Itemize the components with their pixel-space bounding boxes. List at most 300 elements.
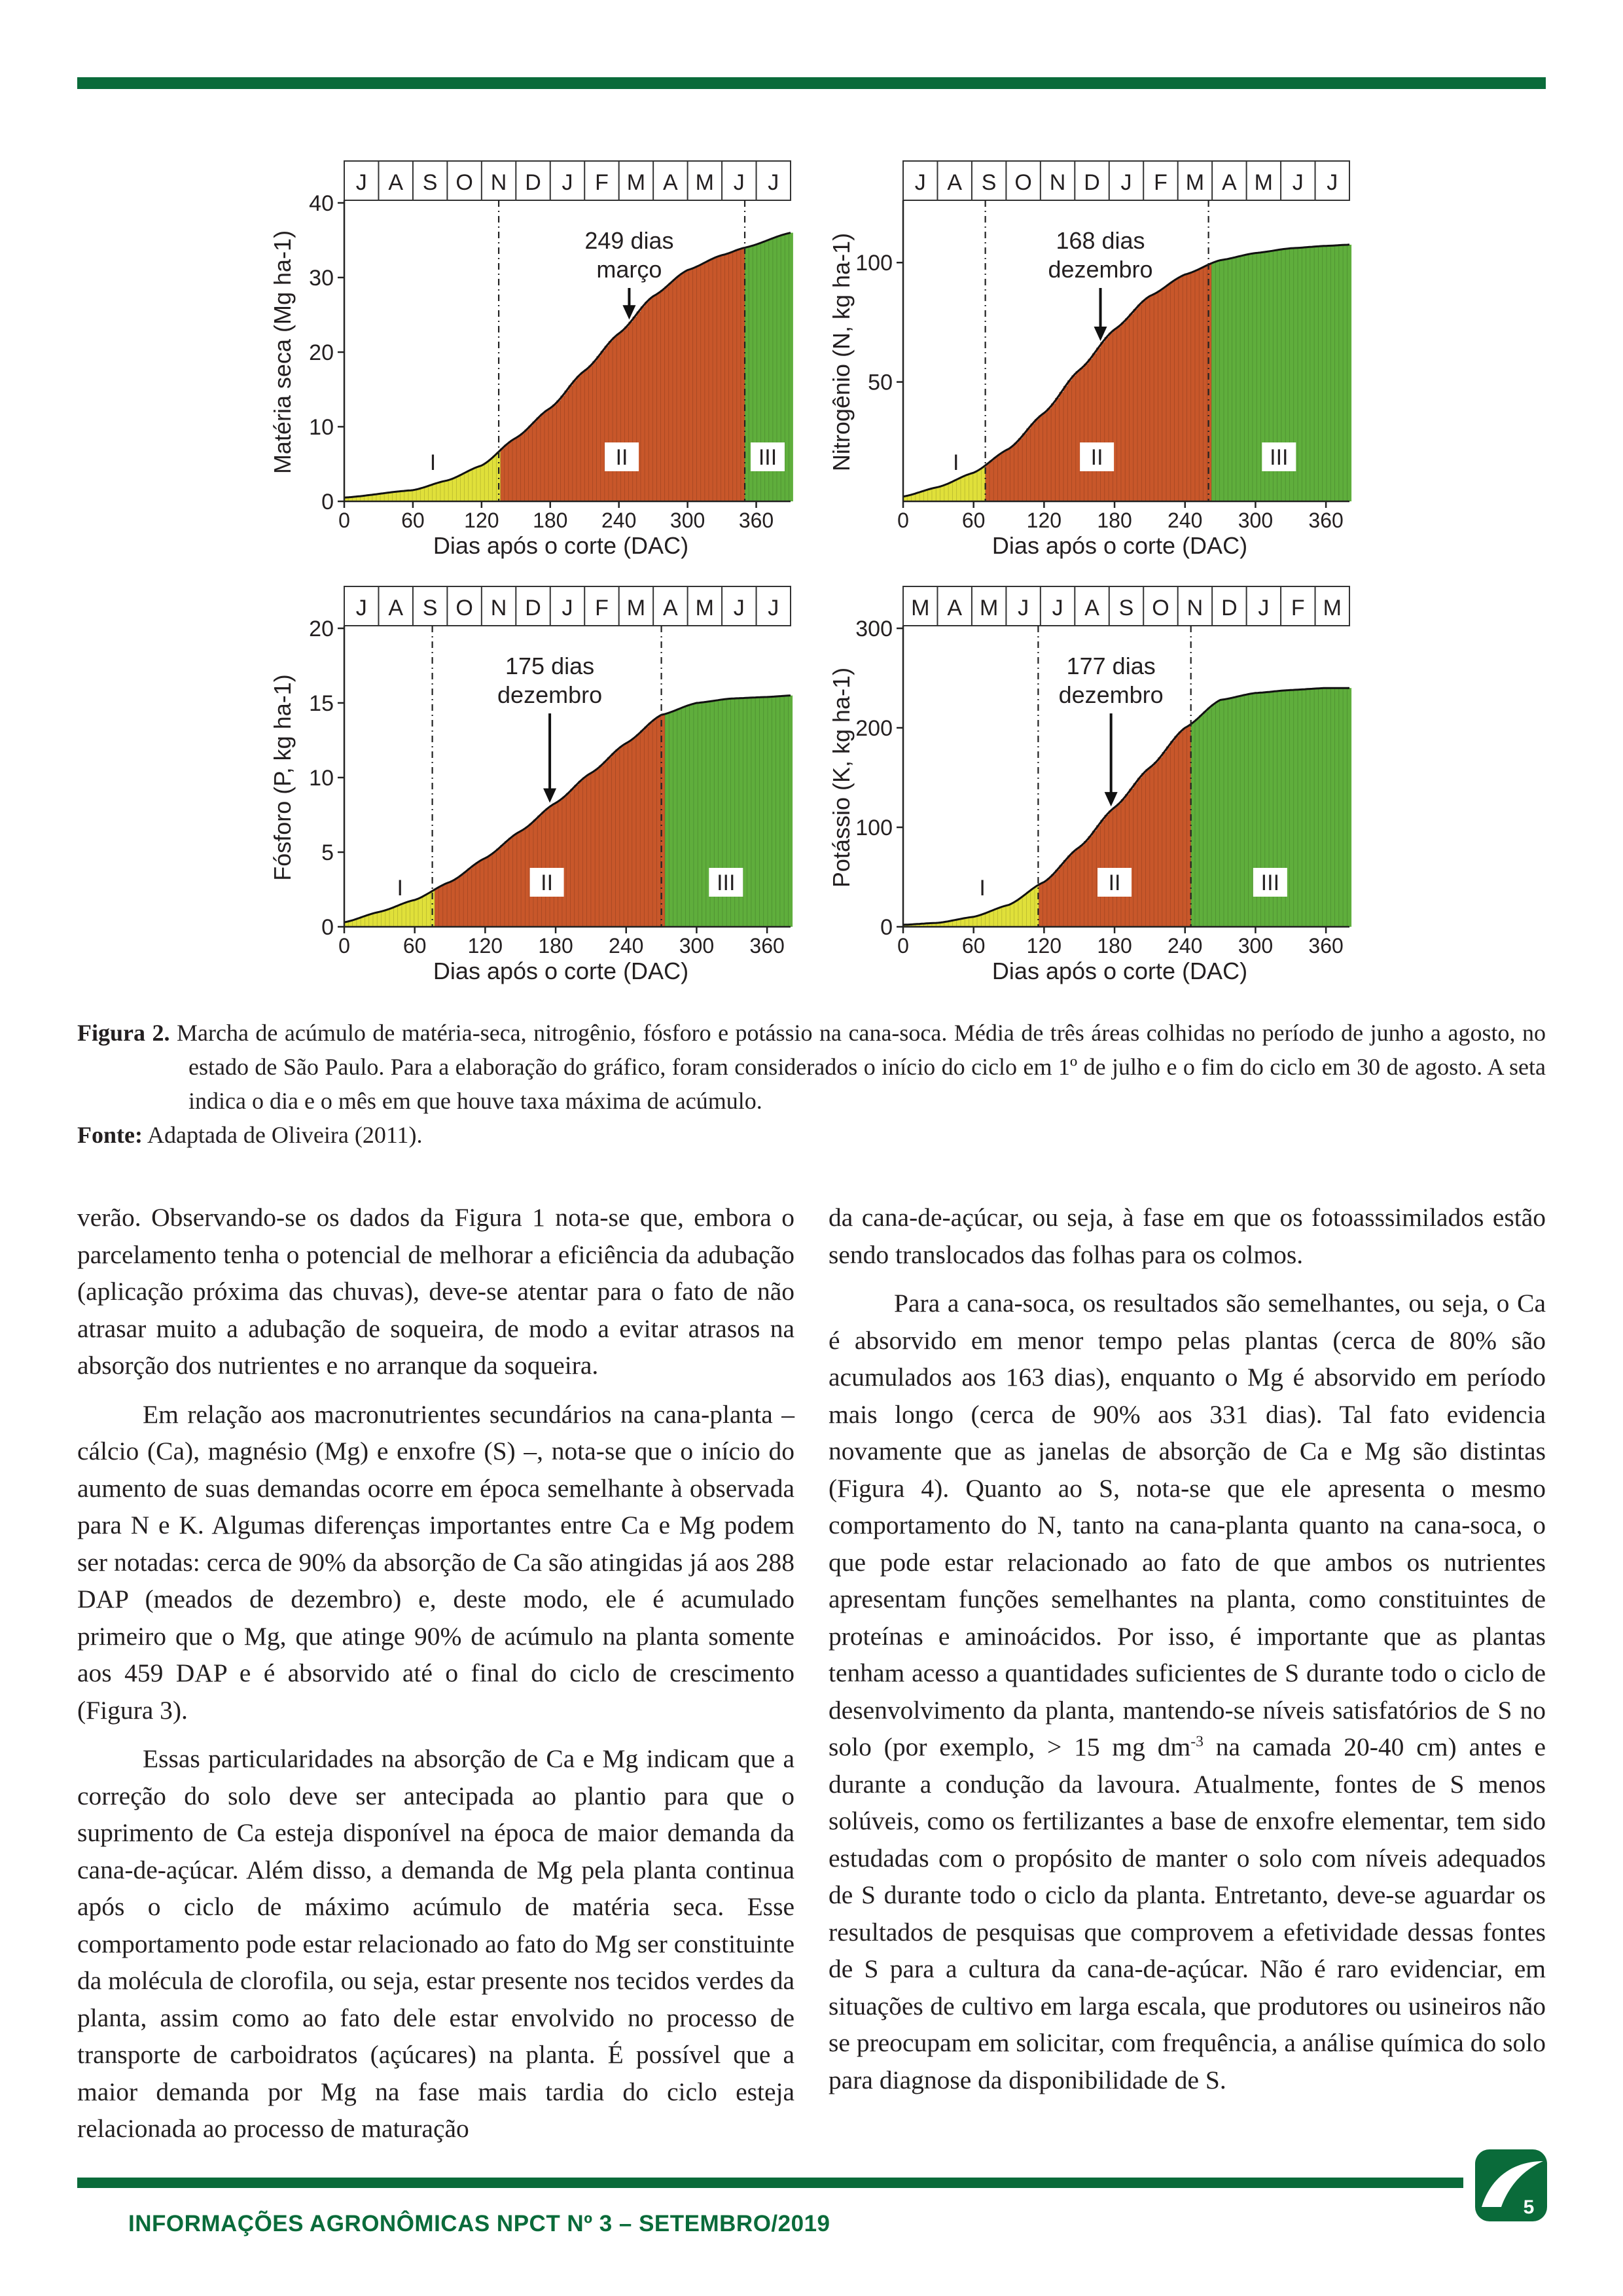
area-bar: [997, 454, 1002, 501]
area-bar: [713, 258, 717, 501]
area-bar: [1051, 874, 1056, 927]
area-bar: [508, 441, 513, 501]
annotation-month: dezembro: [497, 681, 603, 708]
area-bar: [1166, 747, 1171, 927]
paragraph: Para a cana-soca, os resultados são semelhantes, ou seja, o Ca é absorvido em menor tempo pelas plantas (cerca de 80% são acumulados aos 163 dias), enquanto o Mg é absorvido em período mais longo (cerca de 90% aos 331 dias). Tal fato evidencia novamente que as janelas de absorção de Ca e Mg são distintas (Figura 4). Quanto ao S, nota-se que ele apresenta o mesmo comportamento do N, tanto na cana-planta quanto na cana-soca, o que pode estar relacionado ao fato de que ambos os nutrientes apresentam funções semelhantes na planta, como constituintes de proteínas e aminoácidos. Por isso, é importante que as plantas tenham acesso a quantidades suficientes de S durante todo o ciclo de desenvolvimento da planta, mantendo-se níveis satisfatórios de S no solo (por exemplo, > 15 mg $dm^{-3}$ na camada 20-40 cm) antes e durante a condução da lavoura. Atualmente, fontes de S menos solúveis, como os fertilizantes a base de enxofre elementar, tem sido estudadas com o propósito de manter o solo com níveis adequados de S durante todo o ciclo da planta. Entretanto, deve-se aguardar os resultados de pesquisas que comprovem a efetividade dessas fontes de S para a cultura da cana-de-açúcar. Não é raro evidenciar, em situações de cultivo em larga escala, que produtores ou usineiros não se preocupam em solicitar, com frequência, a análise química do solo para diagnose da disponibilidade de S.: [829, 1289, 1546, 2094]
phase-label: III: [758, 445, 777, 470]
area-bar: [1179, 732, 1183, 927]
area-bar: [1039, 416, 1043, 501]
area-bar: [565, 391, 569, 501]
month-label: S: [422, 170, 438, 195]
area-bar: [977, 916, 982, 927]
area-bar: [451, 880, 455, 927]
area-bar: [633, 317, 637, 501]
month-label: O: [1152, 596, 1169, 620]
area-bar: [1146, 297, 1150, 501]
area-bar: [1244, 694, 1249, 927]
area-bar: [472, 865, 476, 927]
area-bar: [624, 744, 628, 927]
x-axis-label: Dias após o corte (DAC): [433, 958, 689, 984]
area-bar: [401, 491, 405, 501]
area-bar: [476, 467, 481, 501]
area-bar: [1347, 245, 1351, 501]
area-bar: [488, 855, 493, 927]
area-bar: [952, 480, 957, 501]
month-label: M: [626, 596, 646, 620]
area-bar: [424, 486, 429, 501]
area-bar: [573, 380, 577, 501]
area-bar: [508, 838, 513, 927]
x-tick-label: 0: [338, 509, 350, 532]
month-label: A: [1222, 170, 1237, 195]
area-bar: [1199, 268, 1204, 501]
area-bar: [1154, 762, 1158, 927]
area-bar: [1154, 293, 1158, 501]
area-bar: [420, 488, 425, 501]
x-tick-label: 360: [738, 509, 774, 532]
page-badge: [1472, 2147, 1550, 2224]
area-bar: [556, 401, 561, 501]
area-bar: [1051, 403, 1056, 501]
area-bar: [410, 901, 415, 927]
area-bar: [584, 369, 589, 501]
area-bar: [1137, 304, 1142, 501]
area-bar: [588, 366, 593, 501]
area-bar: [1158, 757, 1162, 927]
area-bar: [1195, 270, 1200, 501]
area-bar: [645, 302, 649, 501]
x-tick-label: 60: [961, 934, 986, 958]
area-bar: [552, 404, 557, 501]
area-bar: [751, 698, 756, 927]
area-bar: [1236, 696, 1241, 927]
area-bar: [388, 492, 393, 501]
area-bar: [628, 741, 632, 927]
area-bar: [484, 463, 489, 501]
area-bar: [469, 470, 473, 501]
area-bar: [1294, 690, 1298, 927]
y-tick-label: 0: [321, 915, 334, 940]
area-bar: [1306, 247, 1311, 501]
area-bar: [1088, 836, 1093, 927]
area-bar: [595, 769, 599, 927]
area-bar: [438, 886, 443, 927]
area-bar: [1323, 246, 1327, 501]
area-bar: [717, 256, 721, 501]
phase-label: II: [1108, 870, 1121, 895]
month-label: A: [947, 170, 963, 195]
area-bar: [1088, 359, 1093, 501]
area-bar: [1240, 255, 1245, 501]
area-bar: [1031, 423, 1035, 501]
area-bar: [1109, 332, 1113, 501]
area-bar: [1125, 318, 1130, 501]
area-bar: [733, 251, 738, 501]
chart-svg: [826, 580, 1363, 992]
area-bar: [705, 262, 709, 501]
area-bar: [1302, 689, 1306, 927]
month-label: J: [562, 170, 573, 195]
paragraph: Em relação aos macronutrientes secundários na cana-planta – cálcio (Ca), magnésio (Mg) e enxofre (S) –, nota-se que o início do aumento de suas demandas ocorre em época semelhante à observada para N e K. Algumas diferenças importantes entre Ca e Mg podem ser notadas: cerca de 90% da absorção de Ca são atingidas já aos 288 DAP (meados de dezembro) e, deste modo, ele é acumulado primeiro que o Mg, que atinge 90% de acúmulo na planta somente aos 459 DAP e é absorvido até o final do ciclo de crescimento (Figura 3).: [77, 1399, 794, 1725]
x-tick-label: 360: [1308, 934, 1344, 958]
area-bar: [1318, 246, 1323, 501]
area-bar: [601, 351, 605, 501]
area-bar: [1330, 688, 1335, 927]
x-tick-label: 0: [338, 934, 350, 958]
area-bar: [969, 917, 974, 927]
area-bar: [385, 910, 390, 927]
area-bar: [429, 485, 433, 501]
x-tick-label: 180: [538, 934, 573, 958]
area-bar: [1076, 371, 1080, 501]
area-bar: [492, 456, 497, 501]
area-bar: [1183, 728, 1187, 927]
area-bar: [1224, 699, 1228, 927]
area-bar: [1179, 277, 1183, 501]
area-bar: [1215, 702, 1220, 927]
area-bar: [1002, 452, 1007, 501]
area-bar: [616, 334, 621, 501]
area-bar: [382, 911, 386, 927]
area-bar: [701, 264, 705, 501]
area-bar: [721, 255, 725, 501]
area-bar: [402, 903, 406, 927]
area-bar: [702, 702, 706, 927]
x-tick-label: 180: [1097, 509, 1132, 532]
phase-label: II: [1090, 445, 1103, 470]
area-bar: [373, 913, 378, 927]
area-bar: [1146, 769, 1150, 927]
area-bar: [1014, 901, 1019, 927]
area-bar: [645, 726, 649, 927]
area-bar: [513, 834, 518, 927]
area-bar: [554, 803, 558, 927]
y-axis-label: Nitrogênio (N, kg ha-1): [828, 232, 855, 472]
area-bar: [611, 753, 616, 927]
area-bar: [673, 710, 678, 927]
area-bar: [1224, 259, 1228, 501]
month-label: M: [695, 170, 715, 195]
area-bar: [636, 734, 641, 927]
area-bar: [1170, 741, 1175, 927]
area-bar: [1327, 246, 1331, 501]
area-bar: [1043, 882, 1048, 927]
area-bar: [981, 914, 986, 927]
area-bar: [624, 327, 629, 501]
area-bar: [1141, 300, 1146, 501]
y-tick-label: 10: [309, 415, 334, 440]
area-bar: [580, 372, 585, 501]
area-bar: [661, 290, 666, 501]
month-label: N: [490, 170, 507, 195]
month-label: F: [595, 170, 609, 195]
x-tick-label: 120: [467, 934, 503, 958]
month-label: F: [595, 596, 609, 620]
month-label: D: [1084, 170, 1100, 195]
area-bar: [948, 482, 953, 501]
area-bar: [1195, 719, 1200, 927]
area-bar: [1092, 831, 1097, 927]
x-tick-label: 240: [601, 509, 637, 532]
right-column: [829, 1199, 1546, 2110]
area-bar: [1199, 715, 1204, 927]
area-bar: [957, 478, 961, 501]
y-tick-label: 10: [309, 766, 334, 791]
area-bar: [1129, 314, 1133, 501]
area-bar: [587, 774, 592, 927]
area-bar: [492, 852, 497, 927]
area-bar: [566, 793, 571, 927]
area-bar: [1335, 245, 1340, 501]
source-text: Adaptada de Oliveira (2011).: [147, 1122, 423, 1148]
area-bar: [652, 719, 657, 927]
x-tick-label: 180: [533, 509, 568, 532]
area-bar: [496, 849, 501, 927]
area-bar: [993, 909, 998, 927]
y-tick-label: 5: [321, 840, 334, 865]
annotation-days: 249 dias: [584, 227, 674, 254]
area-bar: [516, 437, 521, 501]
area-bar: [1330, 245, 1335, 501]
area-bar: [990, 461, 994, 501]
area-bar: [764, 697, 768, 927]
month-label: J: [1052, 596, 1063, 620]
area-bar: [1026, 892, 1031, 927]
area-bar: [673, 279, 677, 501]
area-bar: [1039, 884, 1043, 927]
area-bar: [1228, 698, 1232, 927]
x-tick-label: 0: [897, 509, 909, 532]
area-bar: [501, 448, 505, 501]
area-bar: [607, 757, 612, 927]
area-bar: [397, 492, 401, 501]
y-tick-label: 300: [855, 617, 893, 641]
paragraph: da cana-de-açúcar, ou seja, à fase em que os fotoasssimilados estão sendo translocados das folhas para os colmos.: [829, 1203, 1546, 1269]
area-bar: [1018, 439, 1023, 501]
area-bar: [677, 709, 682, 927]
area-bar: [973, 472, 978, 501]
area-bar: [1339, 688, 1344, 927]
month-label: N: [490, 596, 507, 620]
area-bar: [1347, 688, 1351, 927]
area-bar: [1018, 898, 1023, 927]
area-bar: [1343, 688, 1347, 927]
area-bar: [1183, 275, 1187, 501]
month-label: M: [626, 170, 646, 195]
area-bar: [1236, 257, 1241, 501]
phase-label: I: [397, 876, 403, 901]
area-bar: [412, 490, 417, 501]
area-bar: [1158, 291, 1162, 501]
area-bar: [669, 712, 673, 927]
area-bar: [1186, 274, 1191, 501]
area-bar: [656, 293, 661, 501]
chart-materia-seca: [267, 154, 804, 567]
area-bar: [1022, 895, 1027, 927]
area-bar: [698, 703, 702, 927]
area-bar: [1080, 845, 1084, 927]
area-bar: [768, 697, 772, 927]
area-bar: [1129, 789, 1133, 927]
area-bar: [416, 489, 421, 501]
area-bar: [365, 916, 369, 927]
area-bar: [688, 269, 693, 501]
area-bar: [776, 696, 781, 927]
area-bar: [997, 908, 1002, 927]
y-tick-label: 100: [855, 251, 893, 276]
area-bar: [1072, 852, 1077, 927]
area-bar: [1232, 257, 1237, 501]
month-label: J: [355, 596, 367, 620]
area-bar: [558, 800, 563, 927]
area-bar: [427, 893, 431, 927]
month-label: J: [355, 170, 367, 195]
y-tick-label: 15: [309, 691, 334, 716]
area-bar: [546, 808, 550, 927]
area-bar: [452, 478, 457, 501]
phase-label: I: [429, 450, 437, 475]
area-bar: [433, 484, 437, 501]
area-bar: [1047, 878, 1052, 927]
month-label: J: [768, 170, 779, 195]
area-bar: [512, 439, 517, 501]
area-bar: [463, 872, 468, 927]
area-bar: [1314, 247, 1319, 501]
month-label: F: [1291, 596, 1305, 620]
area-bar: [993, 457, 998, 501]
area-bar: [435, 888, 439, 927]
area-bar: [685, 270, 689, 501]
month-label: J: [1120, 170, 1132, 195]
area-bar: [505, 444, 509, 501]
month-label: M: [1254, 170, 1274, 195]
area-bar: [599, 765, 603, 927]
y-axis-label: Potássio (K, kg ha-1): [828, 667, 855, 888]
chart-svg: [826, 154, 1363, 567]
area-bar: [1055, 398, 1060, 501]
area-bar: [1215, 261, 1220, 501]
chart-nitrogenio: [826, 154, 1363, 567]
area-bar: [1006, 905, 1010, 927]
area-bar: [377, 912, 382, 927]
phase-label: I: [979, 876, 986, 901]
area-bar: [629, 322, 633, 501]
area-bar: [613, 337, 617, 501]
month-label: A: [663, 170, 678, 195]
area-bar: [544, 410, 549, 501]
chart-fosforo: [267, 580, 804, 992]
month-label: S: [422, 596, 438, 620]
area-bar: [1092, 353, 1097, 501]
area-bar: [592, 361, 597, 501]
phase-label: III: [1270, 445, 1289, 470]
area-bar: [579, 781, 583, 927]
area-bar: [665, 287, 669, 501]
area-bar: [1133, 783, 1138, 927]
area-bar: [533, 422, 537, 501]
area-bar: [1220, 260, 1224, 501]
area-bar: [944, 484, 949, 501]
area-bar: [1323, 688, 1327, 927]
bottom-rule: [77, 2178, 1463, 2188]
area-bar: [1244, 255, 1249, 501]
left-column: [77, 1199, 794, 2159]
month-label: M: [695, 596, 715, 620]
area-bar: [1289, 690, 1294, 927]
area-bar: [1298, 690, 1302, 927]
month-label: J: [1018, 596, 1029, 620]
area-bar: [620, 331, 625, 501]
area-bar: [575, 785, 579, 927]
month-label: J: [733, 170, 745, 195]
area-bar: [616, 749, 620, 927]
area-bar: [550, 805, 554, 927]
area-bar: [380, 493, 385, 501]
x-tick-label: 60: [401, 509, 425, 532]
area-bar: [1096, 348, 1101, 501]
area-bar: [467, 869, 472, 927]
area-bar: [697, 266, 702, 501]
area-bar: [505, 841, 509, 927]
y-axis-label: Matéria seca (Mg ha-1): [269, 230, 296, 475]
area-bar: [1121, 799, 1126, 927]
area-bar: [1211, 704, 1216, 927]
area-bar: [1067, 380, 1072, 501]
area-bar: [637, 312, 641, 501]
area-bar: [724, 254, 729, 501]
month-label: M: [1323, 596, 1342, 620]
month-label: A: [388, 596, 404, 620]
month-label: J: [1292, 170, 1304, 195]
month-label: D: [525, 170, 541, 195]
x-tick-label: 300: [669, 509, 705, 532]
x-tick-label: 240: [609, 934, 644, 958]
area-bar: [418, 898, 423, 927]
x-tick-label: 120: [1026, 934, 1062, 958]
chart-potassio: [826, 580, 1363, 992]
area-bar: [1035, 886, 1039, 927]
area-bar: [1076, 848, 1080, 927]
area-bar: [690, 704, 694, 927]
area-bar: [1249, 694, 1253, 927]
area-bar: [597, 356, 601, 501]
area-bar: [1063, 860, 1068, 927]
area-bar: [1026, 429, 1031, 501]
area-bar: [784, 696, 789, 927]
area-bar: [460, 474, 465, 501]
area-bar: [1133, 309, 1138, 501]
phase-label: II: [541, 870, 554, 895]
month-label: J: [768, 596, 779, 620]
area-bar: [1175, 279, 1179, 501]
area-bar: [548, 408, 553, 501]
area-bar: [685, 706, 690, 927]
x-tick-label: 120: [1026, 509, 1062, 532]
area-bar: [1318, 689, 1323, 927]
area-bar: [961, 476, 965, 501]
month-label: D: [525, 596, 541, 620]
area-bar: [772, 696, 776, 927]
phase-label: III: [717, 870, 736, 895]
y-tick-label: 40: [309, 191, 334, 216]
area-bar: [480, 465, 485, 501]
area-bar: [1035, 419, 1039, 501]
area-bar: [965, 918, 969, 927]
area-bar: [414, 899, 419, 927]
area-bar: [1170, 281, 1175, 501]
area-bar: [1063, 386, 1068, 501]
annotation-arrow-head: [1105, 792, 1118, 806]
